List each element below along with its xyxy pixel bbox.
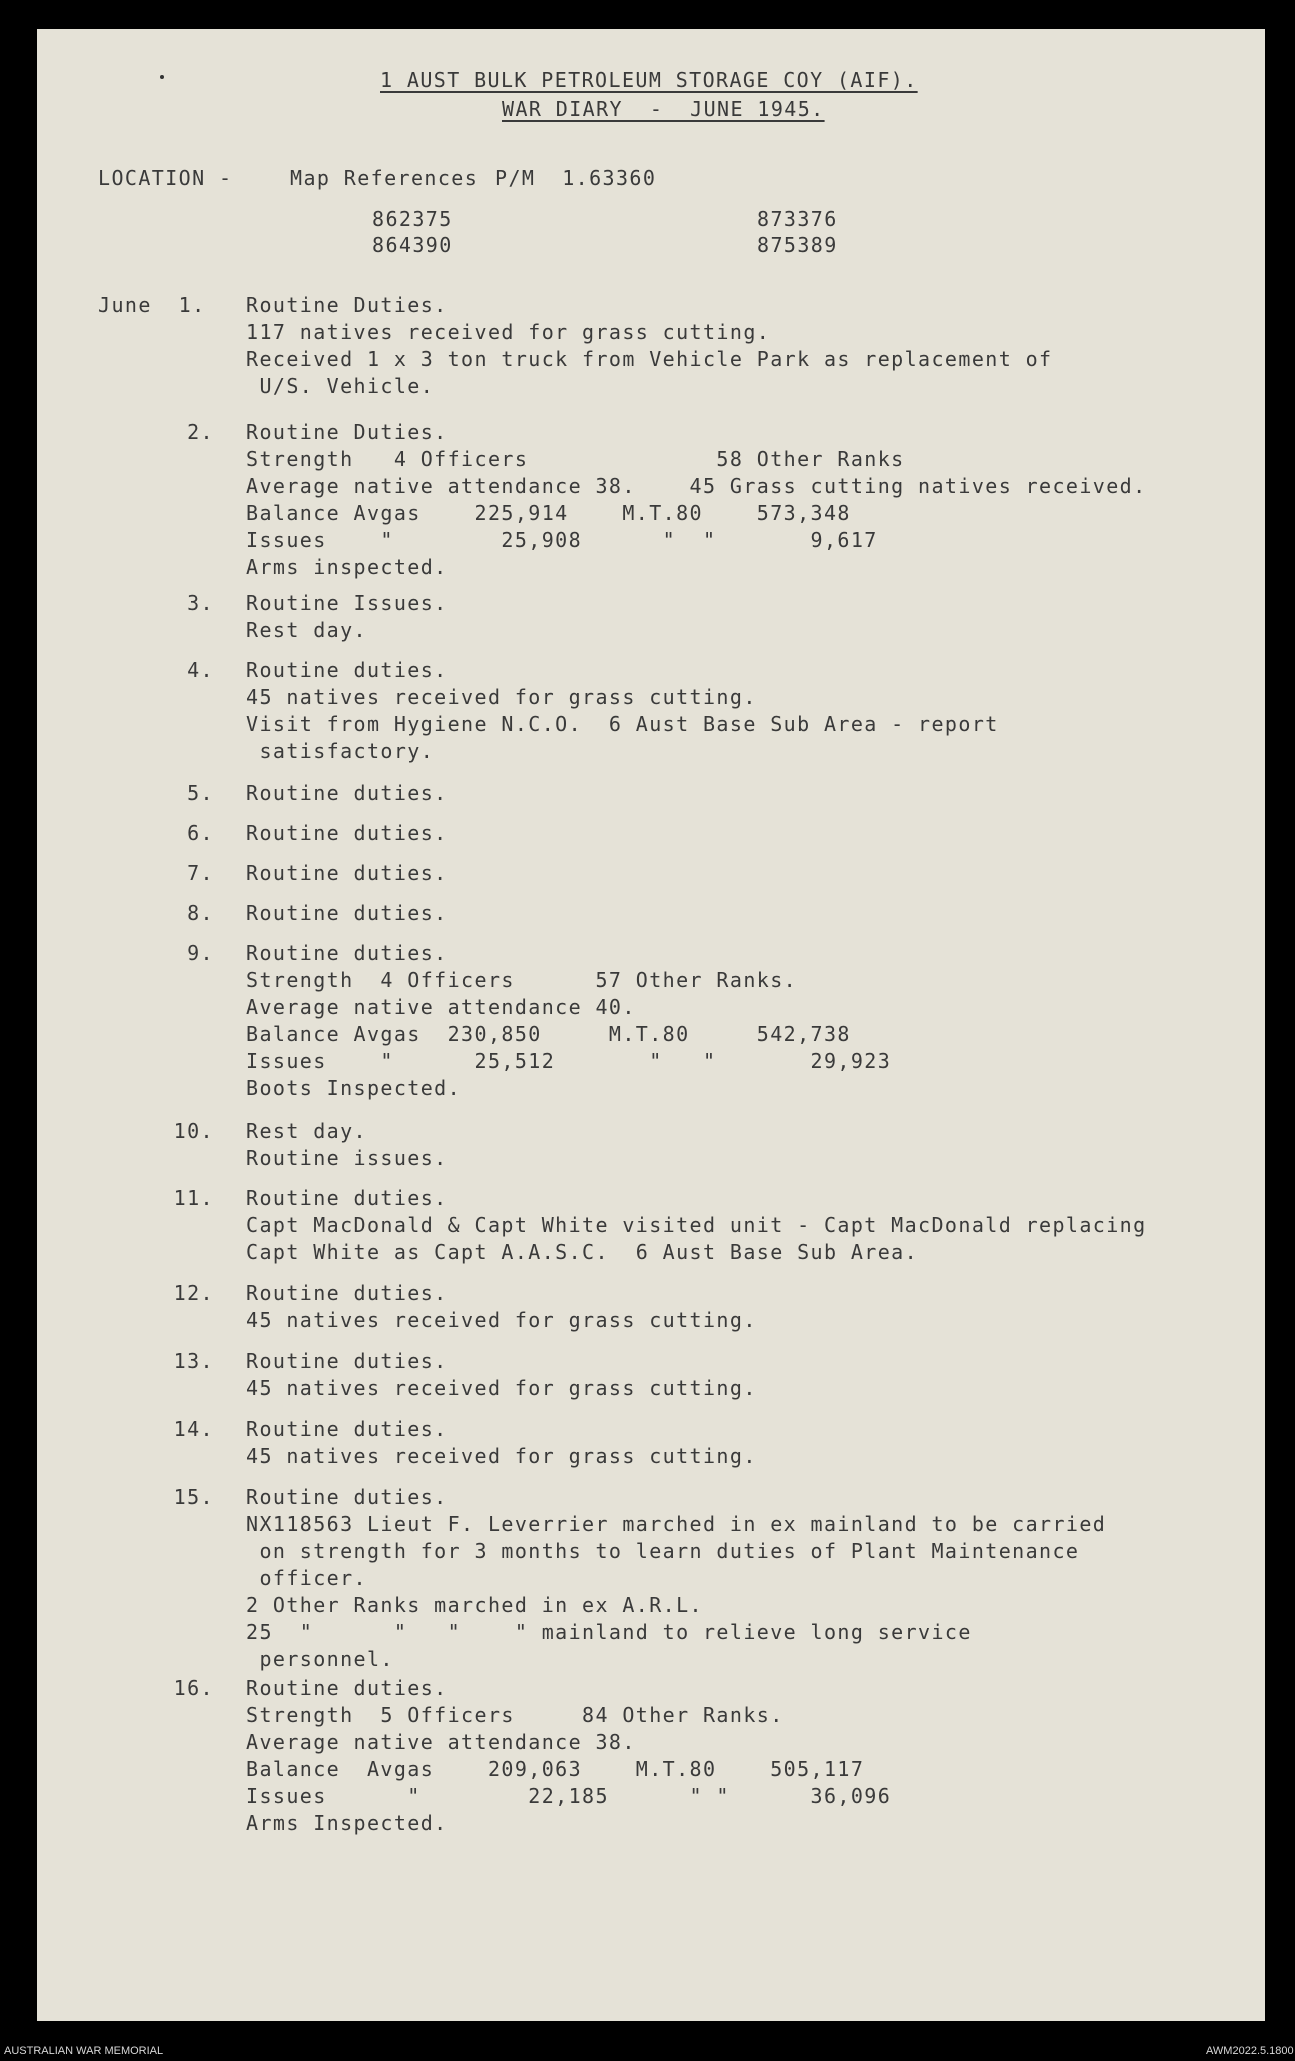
- footer-source: AUSTRALIAN WAR MEMORIAL: [4, 2045, 164, 2057]
- document-title: 1 AUST BULK PETROLEUM STORAGE COY (AIF).: [380, 68, 918, 92]
- entry-line: U/S. Vehicle.: [246, 374, 435, 398]
- entry-line: 45 natives received for grass cutting.: [246, 685, 757, 709]
- entry-date-label: 5.: [187, 781, 214, 805]
- entry-line: personnel.: [246, 1647, 394, 1671]
- entry-line: Routine Issues.: [246, 591, 448, 615]
- entry-line: NX118563 Lieut F. Leverrier marched in ex mainland to be carried: [246, 1512, 1107, 1536]
- entry-line: Routine Duties.: [246, 293, 448, 317]
- entry-date-label: 12.: [173, 1281, 214, 1305]
- entry-date-label: 16.: [173, 1676, 214, 1700]
- entry-date-label: 6.: [187, 821, 214, 845]
- entry-line: satisfactory.: [246, 739, 435, 763]
- entry-line: 117 natives received for grass cutting.: [246, 320, 771, 344]
- entry-date-label: 7.: [187, 861, 214, 885]
- map-reference: 864390: [372, 233, 453, 257]
- entry-line: Capt White as Capt A.A.S.C. 6 Aust Base Sub Area.: [246, 1240, 919, 1264]
- ink-speck: [160, 75, 164, 79]
- entry-line: 2 Other Ranks marched in ex A.R.L.: [246, 1593, 703, 1617]
- entry-line: 25 " " " " mainland to relieve long service: [246, 1620, 972, 1644]
- entry-date-label: 15.: [173, 1485, 214, 1509]
- entry-line: Average native attendance 40.: [246, 995, 636, 1019]
- entry-line: Balance Avgas 230,850 M.T.80 542,738: [246, 1022, 851, 1046]
- entry-line: Routine duties.: [246, 658, 448, 682]
- entry-line: Routine duties.: [246, 821, 448, 845]
- entry-line: Average native attendance 38.: [246, 1730, 636, 1754]
- entry-line: Arms Inspected.: [246, 1811, 448, 1835]
- entry-line: Routine duties.: [246, 781, 448, 805]
- entry-line: Routine duties.: [246, 1676, 448, 1700]
- map-references-label: Map References: [290, 166, 479, 190]
- entry-date-label: June 1.: [98, 293, 206, 317]
- location-label: LOCATION -: [98, 166, 233, 190]
- entry-date-label: 11.: [173, 1186, 214, 1210]
- entry-line: 45 natives received for grass cutting.: [246, 1444, 757, 1468]
- entry-line: Routine duties.: [246, 861, 448, 885]
- entry-line: Rest day.: [246, 618, 367, 642]
- entry-line: Balance Avgas 209,063 M.T.80 505,117: [246, 1757, 865, 1781]
- entry-line: Routine issues.: [246, 1146, 448, 1170]
- entry-line: Balance Avgas 225,914 M.T.80 573,348: [246, 501, 851, 525]
- entry-line: Issues " 25,512 " " 29,923: [246, 1049, 892, 1073]
- entry-line: Average native attendance 38. 45 Grass cutting natives received.: [246, 474, 1147, 498]
- document-subtitle: WAR DIARY - JUNE 1945.: [502, 97, 825, 121]
- entry-line: Routine duties.: [246, 1281, 448, 1305]
- entry-line: Routine duties.: [246, 1349, 448, 1373]
- entry-line: Routine Duties.: [246, 420, 448, 444]
- map-reference: 875389: [757, 233, 838, 257]
- entry-line: Arms inspected.: [246, 555, 448, 579]
- map-reference: 873376: [757, 207, 838, 231]
- entry-line: officer.: [246, 1566, 367, 1590]
- entry-date-label: 8.: [187, 901, 214, 925]
- map-reference: 862375: [372, 207, 453, 231]
- entry-line: Routine duties.: [246, 1485, 448, 1509]
- entry-line: Strength 5 Officers 84 Other Ranks.: [246, 1703, 784, 1727]
- entry-line: Issues " 25,908 " " 9,617: [246, 528, 878, 552]
- entry-line: Boots Inspected.: [246, 1076, 462, 1100]
- entry-line: Strength 4 Officers 57 Other Ranks.: [246, 968, 798, 992]
- entry-line: Rest day.: [246, 1119, 367, 1143]
- entry-line: Strength 4 Officers 58 Other Ranks: [246, 447, 905, 471]
- entry-line: Routine duties.: [246, 941, 448, 965]
- entry-date-label: 9.: [187, 941, 214, 965]
- entry-line: Routine duties.: [246, 901, 448, 925]
- map-reference-pm: P/M 1.63360: [495, 166, 657, 190]
- entry-line: on strength for 3 months to learn duties of Plant Maintenance: [246, 1539, 1080, 1563]
- entry-line: Issues " 22,185 " " 36,096: [246, 1784, 892, 1808]
- footer-reference: AWM2022.5.1800: [1206, 2045, 1294, 2057]
- entry-date-label: 2.: [187, 420, 214, 444]
- entry-line: 45 natives received for grass cutting.: [246, 1376, 757, 1400]
- entry-date-label: 3.: [187, 591, 214, 615]
- entry-line: Routine duties.: [246, 1417, 448, 1441]
- entry-line: Routine duties.: [246, 1186, 448, 1210]
- entry-line: 45 natives received for grass cutting.: [246, 1308, 757, 1332]
- entry-date-label: 13.: [173, 1349, 214, 1373]
- entry-date-label: 14.: [173, 1417, 214, 1441]
- entry-line: Visit from Hygiene N.C.O. 6 Aust Base Sub Area - report: [246, 712, 999, 736]
- entry-date-label: 10.: [173, 1119, 214, 1143]
- entry-line: Received 1 x 3 ton truck from Vehicle Park as replacement of: [246, 347, 1053, 371]
- entry-date-label: 4.: [187, 658, 214, 682]
- entry-line: Capt MacDonald & Capt White visited unit - Capt MacDonald replacing: [246, 1213, 1147, 1237]
